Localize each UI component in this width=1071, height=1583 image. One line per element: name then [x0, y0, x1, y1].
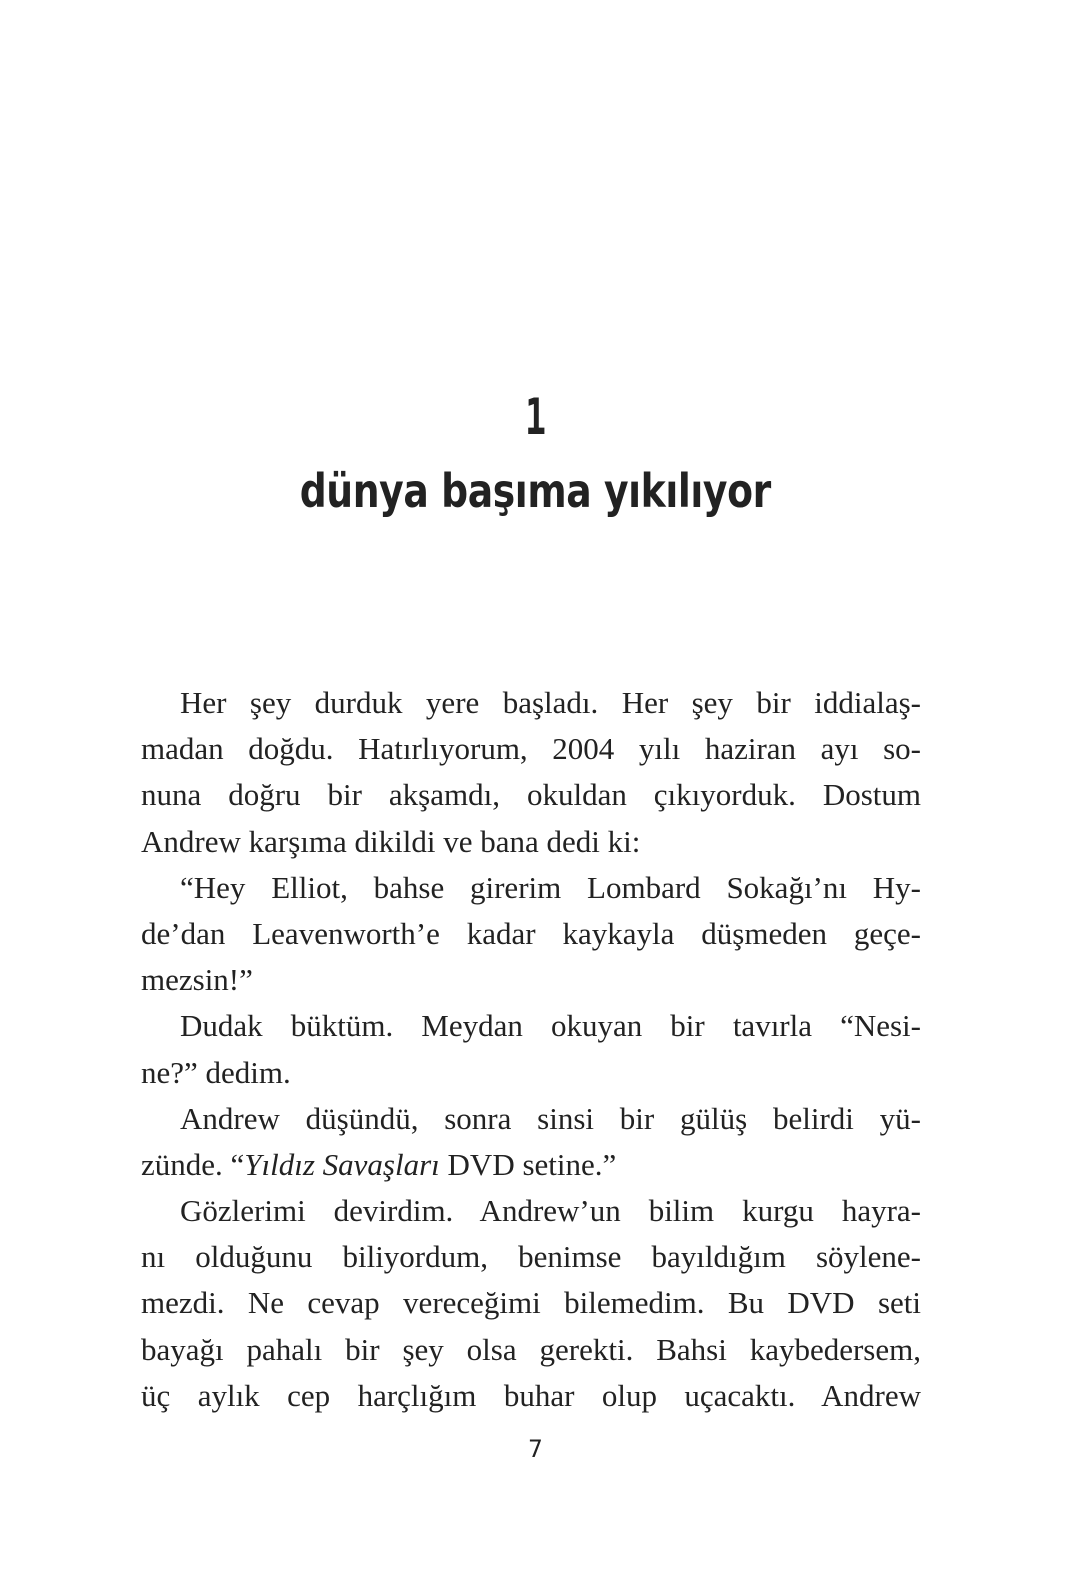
text-line: üç aylık cep harçlığım buhar olup uçacaktı. Andrew: [141, 1377, 921, 1413]
text-segment: DVD setine.”: [439, 1146, 617, 1182]
body-text: [141, 680, 921, 1419]
text-line: Gözlerimi devirdim. Andrew’un bilim kurgu hayra-: [180, 1193, 921, 1229]
text-line: Andrew düşündü, sonra sinsi bir gülüş belirdi yü-: [180, 1100, 921, 1136]
text-line: mezsin!”: [141, 962, 253, 998]
text-line: Dudak büktüm. Meydan okuyan bir tavırla “Nesi-: [180, 1008, 921, 1044]
book-title-italic: Yıldız Savaşları: [244, 1146, 440, 1182]
chapter-title: [0, 464, 1071, 518]
text-line: bayağı pahalı bir şey olsa gerekti. Bahsi kaybedersem,: [141, 1331, 921, 1367]
text-line: mezdi. Ne cevap vereceğimi bilemedim. Bu DVD seti: [141, 1285, 921, 1321]
text-line: nuna doğru bir akşamdı, okuldan çıkıyorduk. Dostum: [141, 777, 921, 813]
text-line: “Hey Elliot, bahse girerim Lombard Sokağı’nı Hy-: [180, 869, 921, 905]
text-line: Her şey durduk yere başladı. Her şey bir iddialaş-: [180, 685, 921, 720]
text-line: de’dan Leavenworth’e kadar kaykayla düşmeden geçe-: [141, 915, 921, 951]
chapter-title-text: dünya başıma yıkılıyor: [299, 464, 772, 518]
text-line: [141, 1142, 921, 1188]
text-line: madan doğdu. Hatırlıyorum, 2004 yılı haziran ayı so-: [141, 731, 921, 767]
chapter-number: 1: [524, 388, 547, 446]
text-line: ne?” dedim.: [141, 1054, 291, 1090]
text-line: nı olduğunu biliyordum, benimse bayıldığım söylene-: [141, 1239, 921, 1275]
text-line: Andrew karşıma dikildi ve bana dedi ki:: [141, 823, 641, 859]
text-segment: zünde. “: [141, 1146, 245, 1182]
page-number: 7: [528, 1435, 543, 1463]
